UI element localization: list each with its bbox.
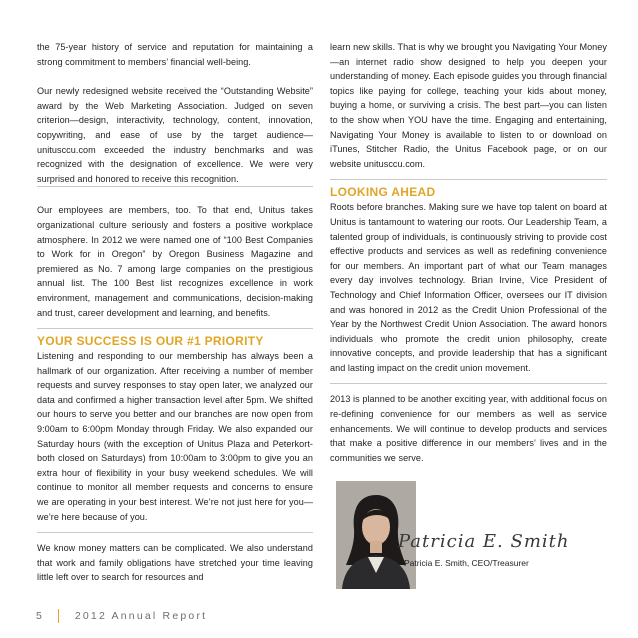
- left-paragraph-listening: Listening and responding to our membership has always been a hallmark of our organization. After receiving a number of member requests and survey responses to stay open later, we analyzed our data and confirmed a higher transaction level after 5pm. We shifted our hours to serve you better and our branches are now open from 9:00am to 6:00pm Monday through Friday. We also expanded our Saturday hours (with the exception of Unitus Plaza and Peterkort-both closed on Saturdays) from 10:00am to 3:00pm to give you an extra hour of flexibility in your busy weekend schedules. We will continue to monitor all member requests and concerns to ensure we are operating in your best interest. We’re not just here for you—we’re here because of you.: [37, 351, 313, 522]
- left-paragraph-money-matters: We know money matters can be complicated. We also understand that work and family obligations have stretched your time leaving little left over to search for resources and: [37, 543, 313, 583]
- signature-caption: Patricia E. Smith, CEO/Treasurer: [404, 558, 529, 569]
- right-column: [330, 40, 607, 591]
- footer-divider: [58, 609, 59, 623]
- right-paragraph-2013-plans: 2013 is planned to be another exciting year, with additional focus on re-defining convenience for our members as well as service enhancements. We will continue to develop products and services that make a positive difference in our members’ lives and in the communities we serve.: [330, 394, 607, 463]
- left-column: [37, 40, 313, 585]
- right-paragraph-navigating-money: learn new skills. That is why we brought you Navigating Your Money—an internet radio show designed to help you deepen your understanding of money. Each episode guides you through financial topics like paying for college, teaching your kids about money, buying a home, or surviving a crisis. The best part—you can listen to the show when YOU have the time. Engaging and entertaining, Navigating Your Money is available to listen to or download on iTunes, Stitcher Radio, the Unitus Facebook page, or on our website unitusccu.com.: [330, 42, 607, 169]
- page-footer: [36, 609, 207, 623]
- right-paragraph-roots: Roots before branches. Making sure we have top talent on board at Unitus is tantamount to watering our roots. Our Leadership Team, a talented group of individuals, is continuously striving to provide cost effective products and services as well as redefining convenience for our members. An important part of what our Team manages every day involves technology. Brian Irvine, Vice President of Technology and Chief Information Officer, oversees our IT division and was honored in 2012 as the Credit Union Professional of the Year by the Northwest Credit Union Association. The award honors individuals who promote the credit union philosophy, create innovative concepts, and provide leadership that has a significant and lasting impact on the credit union movement.: [330, 202, 607, 373]
- page-number: 5: [36, 610, 42, 622]
- signature-block: [330, 481, 607, 591]
- section-heading-looking-ahead: LOOKING AHEAD: [330, 185, 436, 200]
- left-paragraph-employees: Our employees are members, too. To that end, Unitus takes organizational culture seriously and fosters a positive workplace atmosphere. In 2012 we were named one of “100 Best Companies to Work for in Oregon” by Oregon Business Magazine and premiered as No. 7 among large companies on the prestigious annual list. The 100 Best list recognizes excellence in work environment, management and communications, decision-making and trust, career development and learning, and benefits.: [37, 205, 313, 318]
- left-paragraph-history: the 75-year history of service and reputation for maintaining a strong commitment to members’ financial well-being.: [37, 42, 313, 67]
- section-heading-success: YOUR SUCCESS IS OUR #1 PRIORITY: [37, 334, 264, 349]
- left-paragraph-website-award: Our newly redesigned website received the “Outstanding Website” award by the Web Marketing Association. Judged on seven criterion—design, interactivity, technology, content, innovation, copywriting, and ease of use by the target audience—unitusccu.com exceeded the industry benchmarks and was recognized with the designation of excellence. We were very surprised and honored to receive this recognition.: [37, 86, 313, 184]
- divider: [37, 186, 313, 195]
- signature: Patricia E. Smith: [398, 531, 570, 553]
- report-title: 2012 Annual Report: [74, 610, 208, 622]
